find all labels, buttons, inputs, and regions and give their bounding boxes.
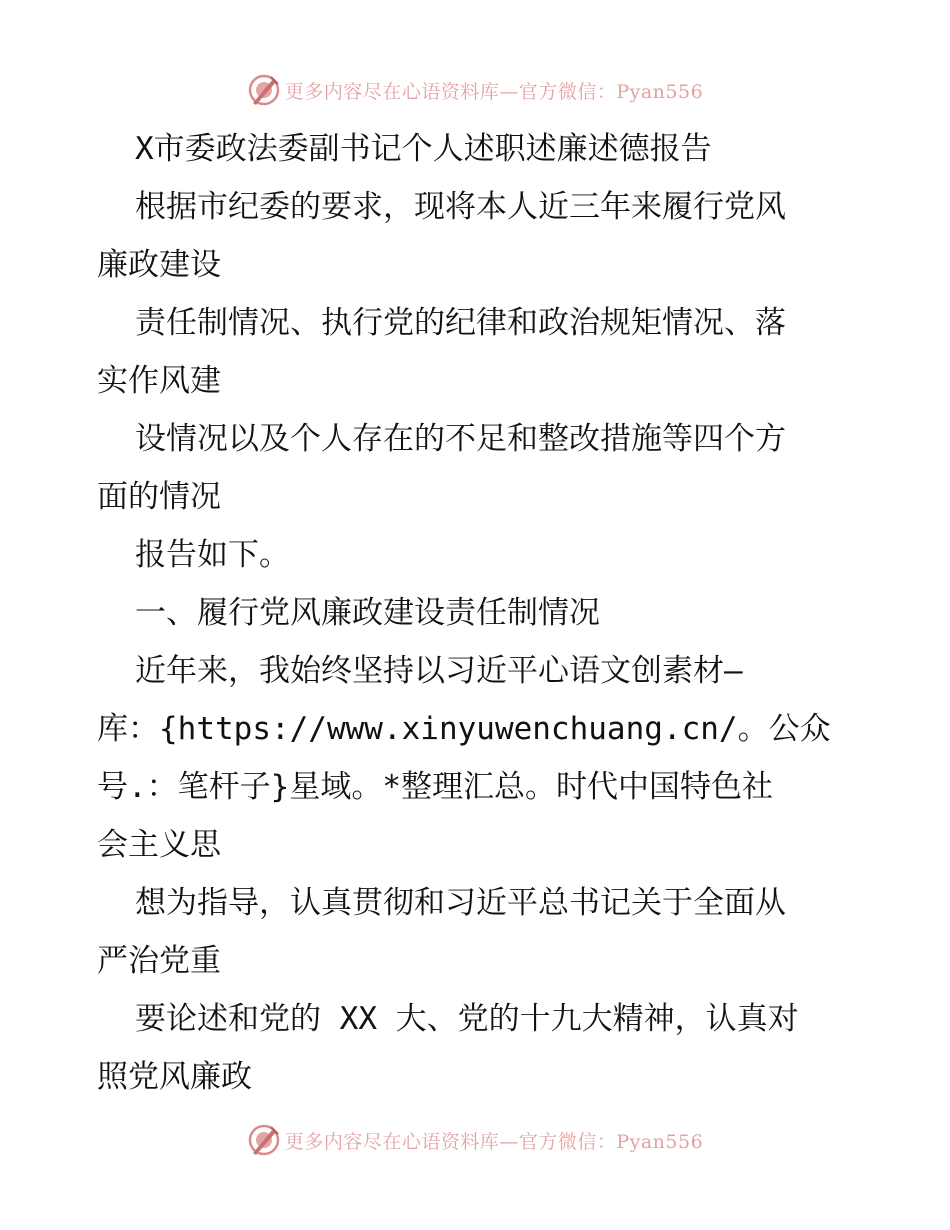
text-line: 责任制情况、执行党的纪律和政治规矩情况、落 — [135, 305, 786, 341]
text-line: 近年来，我始终坚持以习近平心语文创素材— — [135, 653, 743, 689]
text-line: 想为指导，认真贯彻和习近平总书记关于全面从 — [135, 885, 786, 921]
quill-pen-logo-icon — [247, 73, 281, 107]
text-line: 设情况以及个人存在的不足和整改措施等四个方 — [135, 421, 786, 457]
text-line: 库：{https://www.xinyuwenchuang.cn/。公众 — [97, 711, 831, 747]
text-line: 报告如下。 — [135, 537, 290, 573]
quill-pen-logo-icon — [247, 1123, 281, 1157]
text-line: 要论述和党的 XX 大、党的十九大精神，认真对 — [135, 1001, 799, 1037]
watermark-text: 更多内容尽在心语资料库—官方微信：Pyan556 — [284, 1130, 704, 1153]
document-body — [97, 120, 857, 1106]
text-line: 一、履行党风廉政建设责任制情况 — [135, 595, 600, 631]
text-line: 会主义思 — [97, 827, 221, 863]
text-line: 根据市纪委的要求，现将本人近三年来履行党风 — [135, 189, 786, 225]
text-line: 号.：笔杆子}星域。*整理汇总。时代中国特色社 — [97, 769, 773, 805]
header-watermark — [0, 70, 950, 110]
footer-watermark — [0, 1120, 950, 1160]
text-line: 照党风廉政 — [97, 1059, 252, 1095]
text-line: 廉政建设 — [97, 247, 221, 283]
text-line: 实作风建 — [97, 363, 221, 399]
text-line: X市委政法委副书记个人述职述廉述德报告 — [135, 131, 712, 167]
text-line: 面的情况 — [97, 479, 221, 515]
text-line: 严治党重 — [97, 943, 221, 979]
watermark-text: 更多内容尽在心语资料库—官方微信：Pyan556 — [284, 80, 704, 103]
